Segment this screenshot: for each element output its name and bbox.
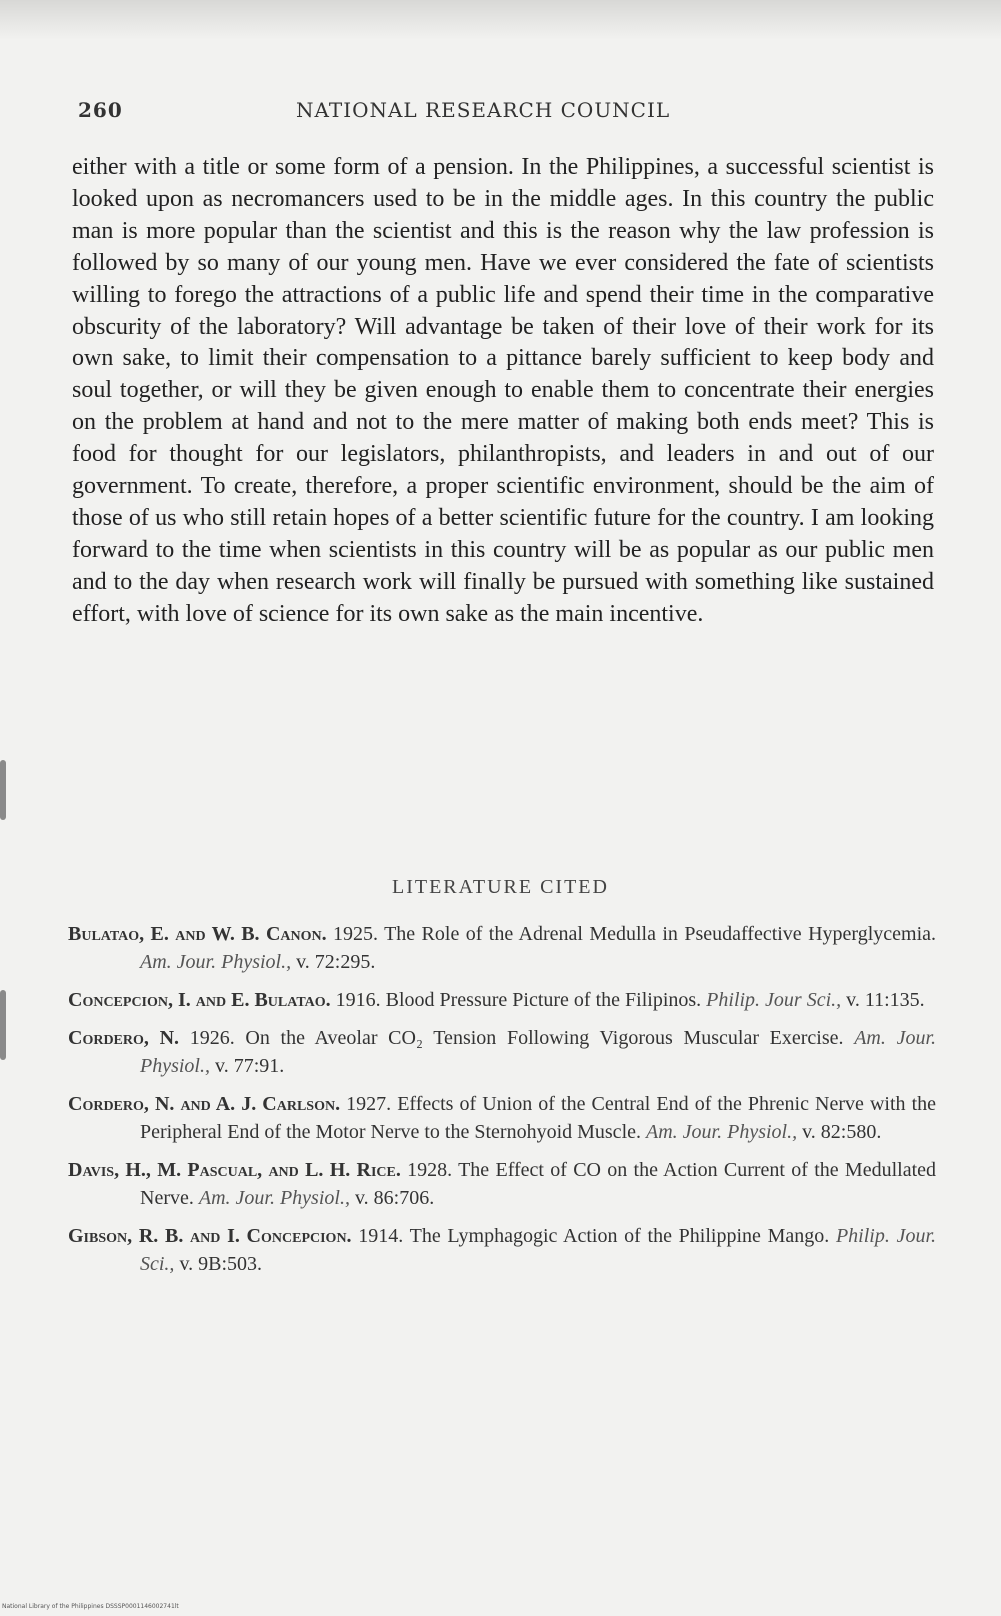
reference-journal: Am. Jour. Physiol., [140, 1027, 937, 1077]
reference-authors: Gibson, R. B. and I. Concepcion. [68, 1225, 352, 1247]
reference-item [68, 1156, 936, 1212]
reference-authors: Cordero, N. [68, 1027, 180, 1049]
reference-journal: Philip. Jour Sci., [706, 989, 842, 1011]
reference-volume: v. 77:91. [215, 1055, 285, 1077]
reference-item [68, 1024, 936, 1080]
reference-authors: Bulatao, E. and W. B. Canon. [68, 923, 327, 945]
reference-volume: v. 11:135. [846, 989, 925, 1011]
page-number: 260 [78, 98, 123, 122]
reference-authors: Davis, H., M. Pascual, and L. H. Rice. [68, 1159, 401, 1181]
reference-volume: v. 86:706. [354, 1187, 435, 1209]
reference-item [68, 920, 936, 976]
reference-title: 1914. The Lymphagogic Action of the Philippine Mango. [358, 1225, 830, 1247]
reference-journal: Philip. Jour. Sci., [140, 1225, 937, 1275]
reference-title: 1926. On the Aveolar CO₂ Tension Following Vigorous Muscular Exercise. [189, 1027, 844, 1049]
literature-heading: LITERATURE CITED [392, 876, 609, 898]
page-header [78, 98, 728, 128]
reference-volume: v. 82:580. [802, 1121, 882, 1143]
reference-authors: Concepcion, I. and E. Bulatao. [68, 989, 331, 1011]
reference-title: 1925. The Role of the Adrenal Medulla in Pseudaffective Hyperglycemia. [333, 923, 937, 945]
reference-volume: v. 9B:503. [179, 1253, 263, 1275]
reference-volume: v. 72:295. [296, 951, 376, 973]
running-head: NATIONAL RESEARCH COUNCIL [296, 98, 671, 122]
binding-mark [0, 760, 6, 820]
reference-journal: Am. Jour. Physiol., [140, 951, 292, 973]
scan-shadow [0, 0, 1001, 40]
reference-item [68, 986, 936, 1014]
reference-title: 1927. Effects of Union of the Central End of the Phrenic Nerve with the Peripheral End of the Motor Nerve to the Sternohyoid Muscle. [140, 1093, 936, 1143]
reference-item [68, 1090, 936, 1146]
body-paragraph: either with a title or some form of a pension. In the Philippines, a successful scientist is looked upon as necromancers used to be in the middle ages. In this country the public man is more popular than the scientist and this is the reason why the law profession is followed by so many of our young men. Have we ever considered the fate of scientists willing to forego the attractions of a public life and spend their time in the comparative obscurity of the laboratory? Will advantage be taken of their love of their work for its own sake, to limit their compensation to a pittance barely sufficient to keep body and soul together, or will they be given enough to enable them to concentrate their energies on the problem at hand and not to the mere matter of making both ends meet? This is food for thought for our legislators, philanthropists, and leaders in and out of our government. To create, therefore, a proper scientific environment, should be the aim of those of us who still retain hopes of a better scientific future for the country. I am looking forward to the time when scientists in this country will be as popular as our public men and to the day when research work will finally be pursued with something like sustained effort, with love of science for its own sake as the main incentive. [72, 154, 934, 627]
reference-journal: Am. Jour. Physiol., [198, 1187, 350, 1209]
reference-authors: Cordero, N. and A. J. Carlson. [68, 1093, 341, 1115]
reference-title: 1928. The Effect of CO on the Action Current of the Medullated Nerve. [140, 1159, 936, 1209]
reference-journal: Am. Jour. Physiol., [646, 1121, 798, 1143]
reference-title: 1916. Blood Pressure Picture of the Filipinos. [335, 989, 702, 1011]
reference-item [68, 1222, 936, 1278]
scan-footer: National Library of the Philippines DSSSP0001146002741lt [2, 1603, 179, 1610]
reference-list [68, 920, 936, 1288]
binding-mark [0, 990, 6, 1060]
